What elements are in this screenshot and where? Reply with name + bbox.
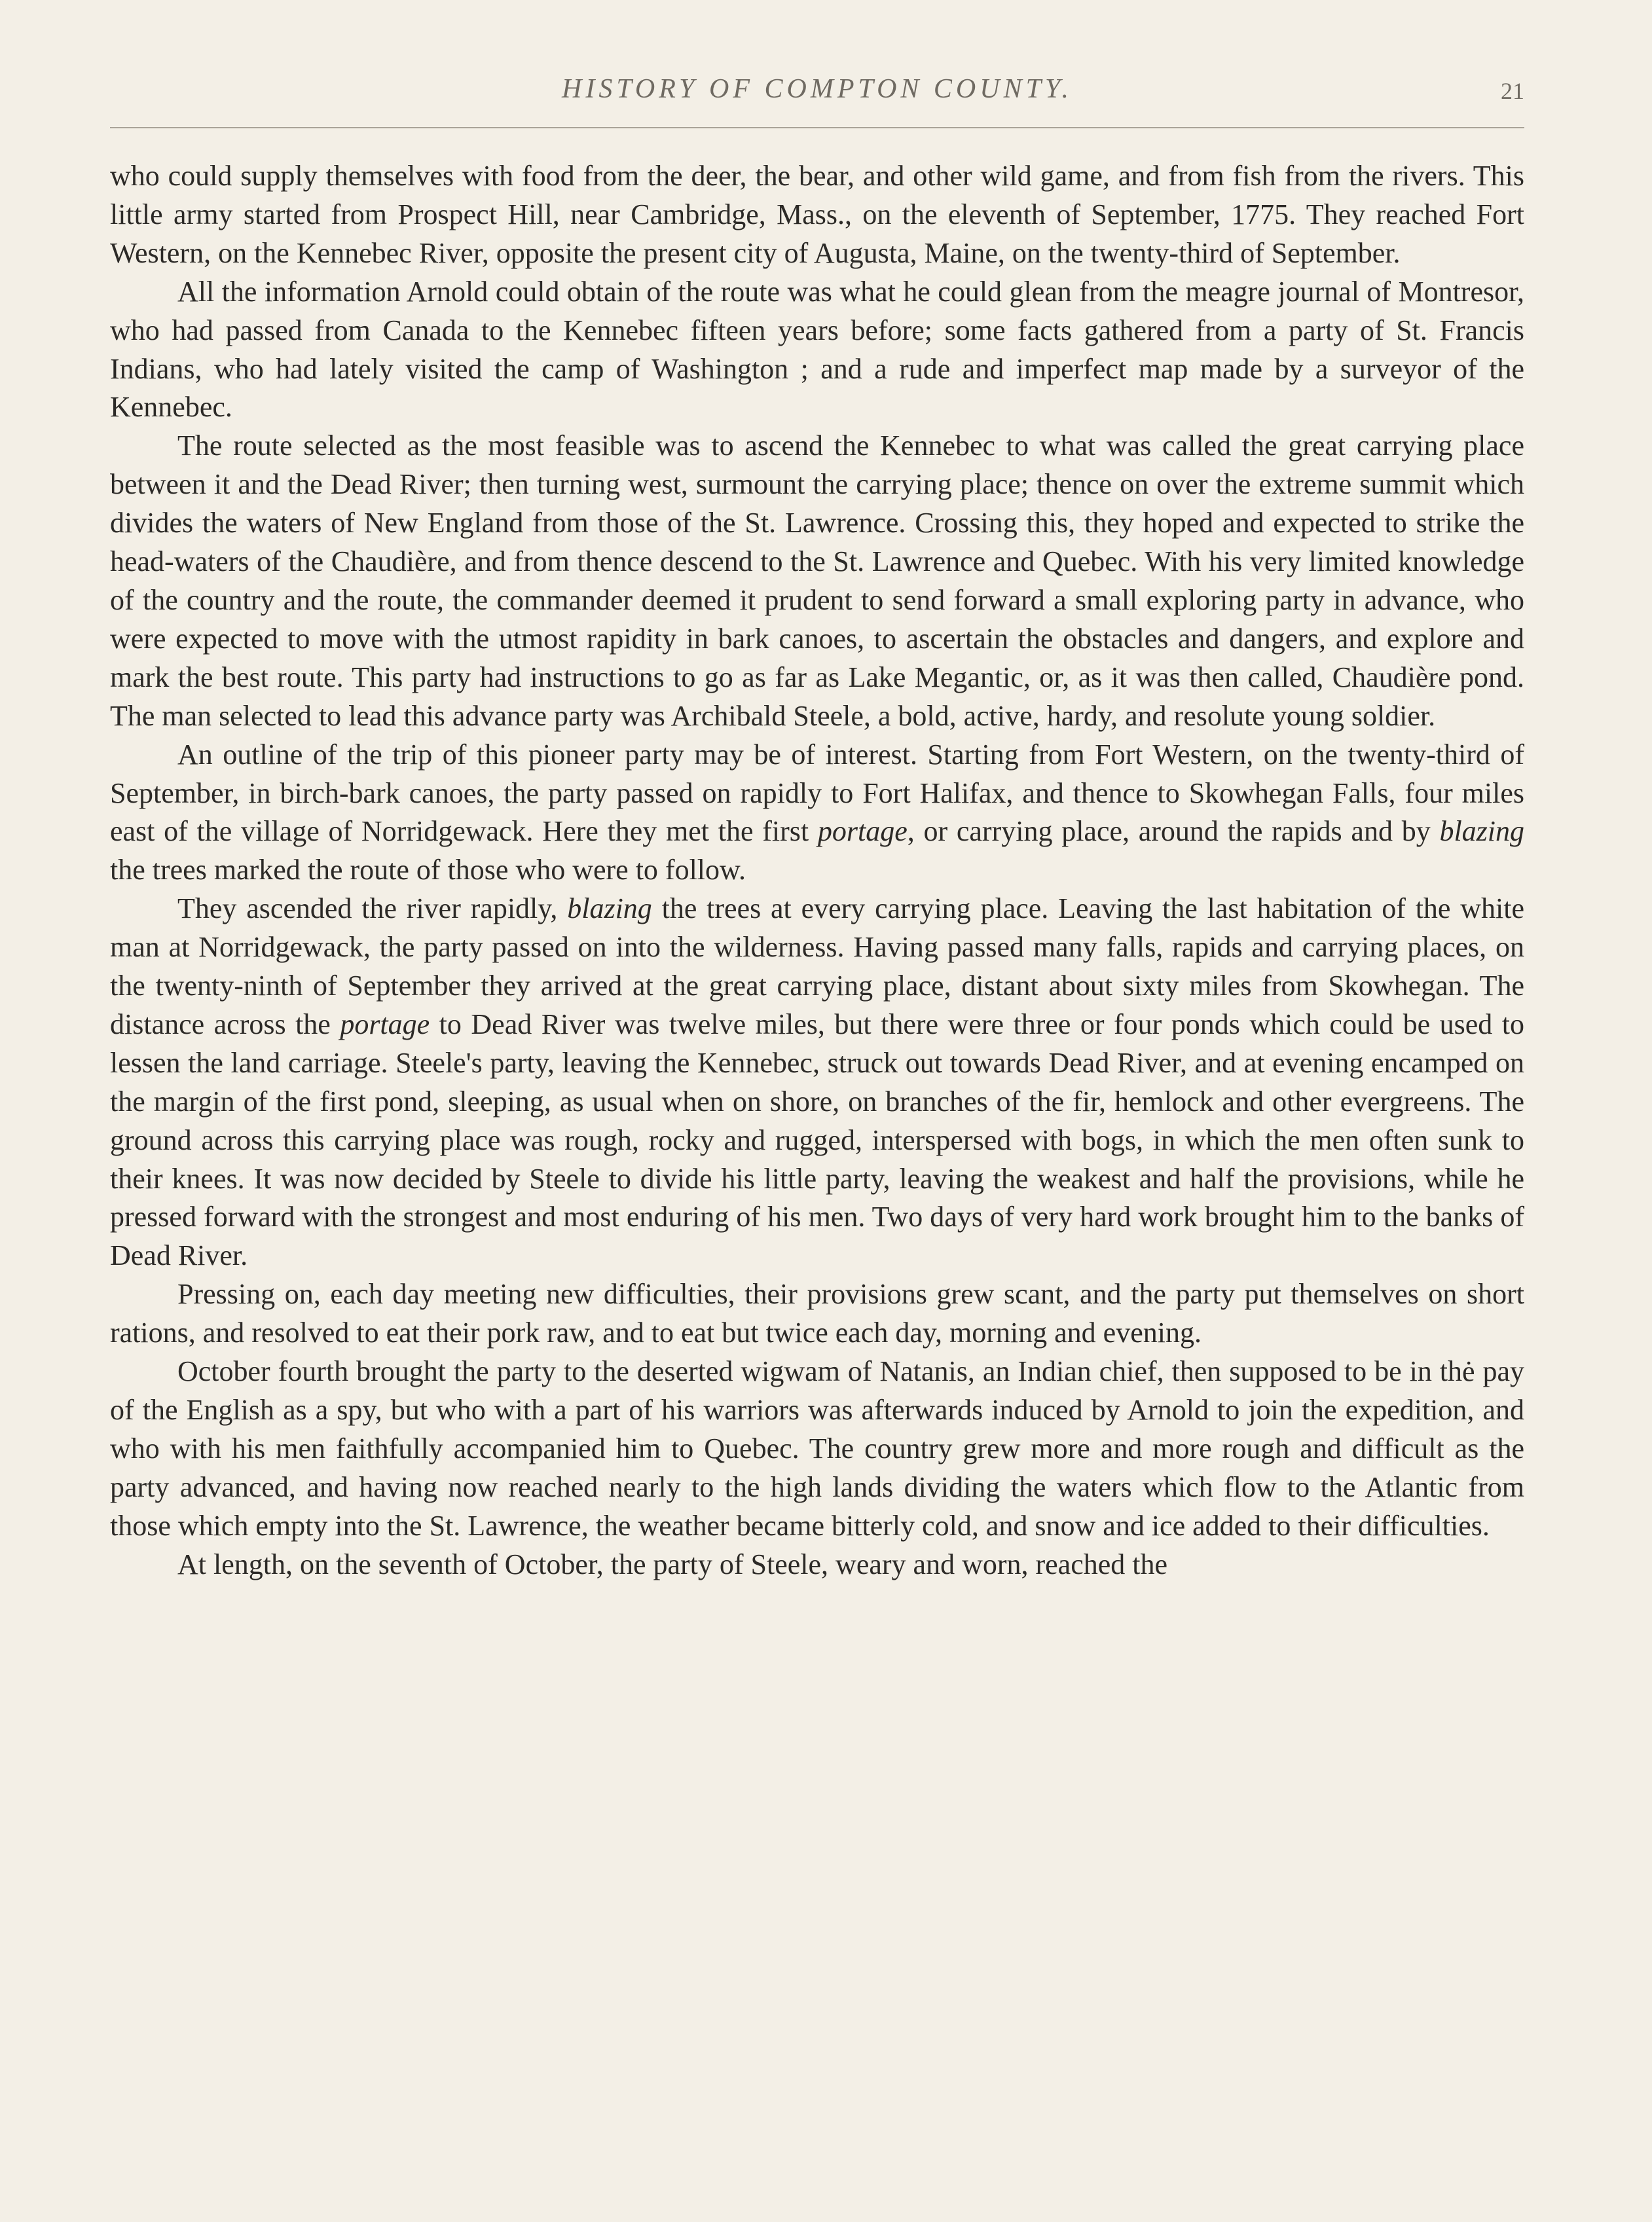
paragraph-5-text-c: to Dead River was twelve miles, but there were three or four ponds which could be used to lessen the land carriage. Steele's party, leaving the Kennebec, struck out towards Dead River, and at evening encamped on the margin of the first pond, sleeping, as usual when on shore, on branches of the fir, hemlock and other evergreens. The ground across this carrying place was rough, rocky and rugged, interspersed with bogs, in which the men often sunk to their knees. It was now decided by Steele to divide his little party, leaving the weakest and half the provisions, while he pressed forward with the strongest and most enduring of his men. Two days of very hard work brought him to the banks of Dead River. <box>110 1008 1525 1272</box>
paragraph-3: The route selected as the most feasible was to ascend the Kennebec to what was called the great carrying place between it and the Dead River; then turning west, surmount the carrying place; thence on over the extreme summit which divides the waters of New England from those of the St. Lawrence. Crossing this, they hoped and expected to strike the head-waters of the Chaudière, and from thence descend to the St. Lawrence and Quebec. With his very limited knowledge of the country and the route, the commander deemed it prudent to send forward a small exploring party in advance, who were expected to move with the utmost rapidity in bark canoes, to ascertain the obstacles and dangers, and explore and mark the best route. This party had instructions to go as far as Lake Megantic, or, as it was then called, Chaudière pond. The man selected to lead this advance party was Archibald Steele, a bold, active, hardy, and resolute young soldier. <box>110 429 1524 732</box>
italic-term-portage: portage <box>817 815 908 848</box>
paragraph-1: who could supply themselves with food from the deer, the bear, and other wild game, and from fish from the rivers. This little army started from Prospect Hill, near Cambridge, Mass., on the eleventh of September, 1775. They reached Fort Western, on the Kennebec River, opposite the present city of Augusta, Maine, on the twenty-third of September. <box>110 160 1524 269</box>
paragraph-2: All the information Arnold could obtain of the route was what he could glean from the meagre journal of Montresor, who had passed from Canada to the Kennebec fifteen years before; some facts gathered from a party of St. Francis Indians, who had lately visited the camp of Washington ; and a rude and imperfect map made by a surveyor of the Kennebec. <box>110 275 1524 424</box>
book-page <box>110 65 1524 1584</box>
paragraph-4-text-c: the trees marked the route of those who were to follow. <box>110 854 746 886</box>
body-text <box>110 157 1524 1584</box>
paragraph-5-text-b: the trees at every carrying place. Leaving the last habitation of the white man at Norridgewack, the party passed on into the wilderness. Having passed many falls, rapids and carrying places, on the twenty-ninth of September they arrived at the great carrying place, distant about sixty miles from Skowhegan. The distance across the <box>110 892 1525 1040</box>
paragraph-5-text-a: They ascended the river rapidly, <box>177 892 568 925</box>
paragraph-5 <box>110 890 1524 1275</box>
header-rule <box>110 127 1524 128</box>
italic-term-blazing: blazing <box>567 892 652 925</box>
running-title: HISTORY OF COMPTON COUNTY. <box>562 74 1073 104</box>
running-header <box>110 65 1524 113</box>
paragraph-8: At length, on the seventh of October, the party of Steele, weary and worn, reached the <box>177 1548 1168 1580</box>
paragraph-4-text-b: , or carrying place, around the rapids and by <box>907 815 1440 848</box>
paragraph-6: Pressing on, each day meeting new difficulties, their provisions grew scant, and the party put themselves on short rations, and resolved to eat their pork raw, and to eat but twice each day, morning and evening. <box>110 1278 1524 1349</box>
paragraph-4-text-a: An outline of the trip of this pioneer party may be of interest. Starting from Fort Western, on the twenty-third of September, in birch-bark canoes, the party passed on rapidly to Fort Halifax, and thence to Skowhegan Falls, four miles east of the village of Norridgewack. Here they met the first <box>110 738 1524 848</box>
paragraph-4 <box>110 736 1524 890</box>
italic-term-portage: portage <box>340 1008 430 1040</box>
paragraph-7: October fourth brought the party to the deserted wigwam of Natanis, an Indian chief, then supposed to be in thė pay of the English as a spy, but who with a part of his warriors was afterwards induced by Arnold to join the expedition, and who with his men faithfully accompanied him to Quebec. The country grew more and more rough and difficult as the party advanced, and having now reached nearly to the high lands dividing the waters which flow to the Atlantic from those which empty into the St. Lawrence, the weather became bitterly cold, and snow and ice added to their difficulties. <box>110 1355 1524 1542</box>
italic-term-blazing: blazing <box>1439 815 1525 848</box>
page-number: 21 <box>1501 78 1524 104</box>
